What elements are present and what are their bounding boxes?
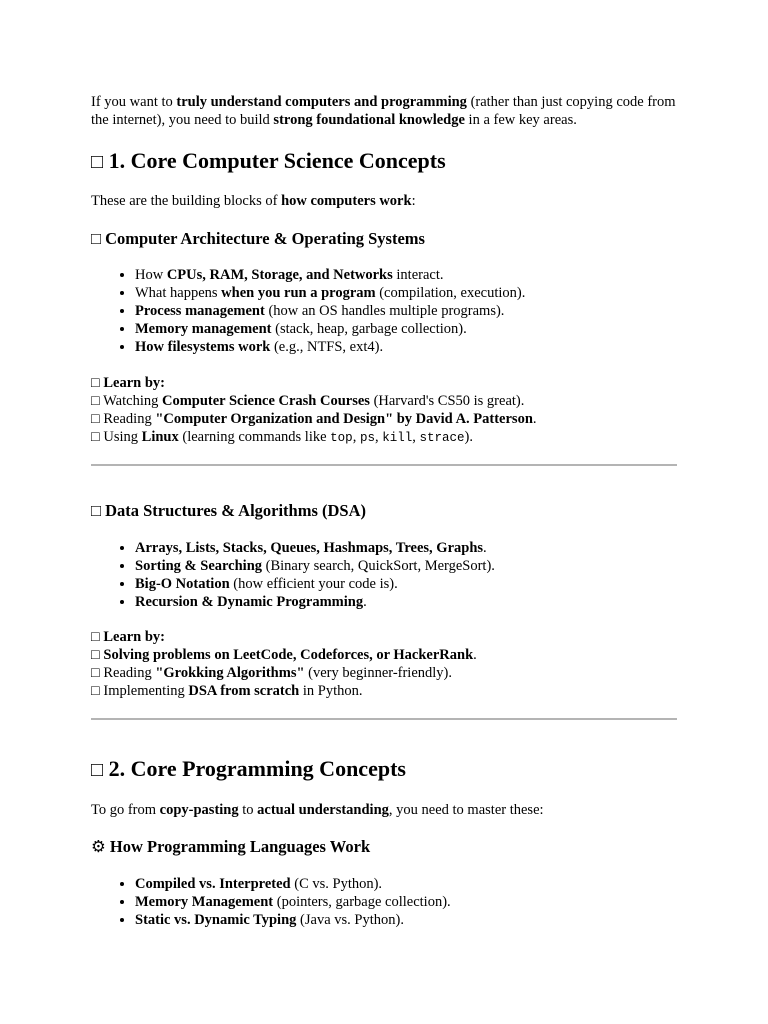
list-item: • What happens when you run a program (compilation, execution). xyxy=(135,284,723,302)
intro-paragraph: If you want to truly understand computers and programming (rather than just copying code from the internet), you need to build strong foundational knowledge in a few key areas. xyxy=(91,94,676,128)
missing-emoji-icon: □ xyxy=(91,683,100,699)
list-item: • How CPUs, RAM, Storage, and Networks interact. xyxy=(135,266,723,284)
learn-item: □ Solving problems on LeetCode, Codeforces, or HackerRank. xyxy=(91,647,477,663)
list-item: • Recursion & Dynamic Programming. xyxy=(135,593,723,611)
list-item: • Static vs. Dynamic Typing (Java vs. Python). xyxy=(135,911,723,929)
divider xyxy=(91,718,677,720)
languages-list xyxy=(91,875,723,929)
list-item: • Arrays, Lists, Stacks, Queues, Hashmaps, Trees, Graphs. xyxy=(135,539,723,557)
gear-icon: ⚙ xyxy=(91,837,106,856)
languages-heading: ⚙ How Programming Languages Work xyxy=(91,837,371,856)
list-item: • Memory management (stack, heap, garbage collection). xyxy=(135,320,723,338)
missing-emoji-icon: □ xyxy=(91,151,104,173)
missing-emoji-icon: □ xyxy=(91,429,100,445)
dsa-learn-by xyxy=(91,628,679,700)
list-item: • Big-O Notation (how efficient your code is). xyxy=(135,575,723,593)
list-item: • Sorting & Searching (Binary search, QuickSort, MergeSort). xyxy=(135,557,723,575)
missing-emoji-icon: □ xyxy=(91,629,100,645)
missing-emoji-icon: □ xyxy=(91,229,101,248)
learn-item: □ Implementing DSA from scratch in Python. xyxy=(91,683,363,699)
architecture-heading: □ Computer Architecture & Operating Systems xyxy=(91,229,425,248)
missing-emoji-icon: □ xyxy=(91,665,100,681)
learn-item: □ Watching Computer Science Crash Courses (Harvard's CS50 is great). xyxy=(91,393,525,409)
learn-by-label: □ Learn by: xyxy=(91,629,166,645)
learn-item: □ Using Linux (learning commands like top, ps, kill, strace). xyxy=(91,429,473,445)
dsa-list xyxy=(91,539,723,611)
learn-by-label: □ Learn by: xyxy=(91,375,166,391)
list-item: • Process management (how an OS handles multiple programs). xyxy=(135,302,723,320)
section-2-lead: To go from copy-pasting to actual understanding, you need to master these: xyxy=(91,802,544,818)
missing-emoji-icon: □ xyxy=(91,647,100,663)
dsa-heading: □ Data Structures & Algorithms (DSA) xyxy=(91,501,367,520)
list-item: • How filesystems work (e.g., NTFS, ext4). xyxy=(135,338,723,356)
architecture-learn-by xyxy=(91,374,679,447)
missing-emoji-icon: □ xyxy=(91,411,100,427)
section-1-lead: These are the building blocks of how computers work: xyxy=(91,193,416,209)
section-2-heading: □ 2. Core Programming Concepts xyxy=(91,756,406,781)
missing-emoji-icon: □ xyxy=(91,501,101,520)
learn-item: □ Reading "Computer Organization and Design" by David A. Patterson. xyxy=(91,411,537,427)
divider xyxy=(91,464,677,466)
section-1-heading: □ 1. Core Computer Science Concepts xyxy=(91,148,446,173)
missing-emoji-icon: □ xyxy=(91,759,104,781)
missing-emoji-icon: □ xyxy=(91,393,100,409)
list-item: • Compiled vs. Interpreted (C vs. Python). xyxy=(135,875,723,893)
list-item: • Memory Management (pointers, garbage collection). xyxy=(135,893,723,911)
architecture-list xyxy=(91,266,723,356)
learn-item: □ Reading "Grokking Algorithms" (very beginner-friendly). xyxy=(91,665,452,681)
missing-emoji-icon: □ xyxy=(91,375,100,391)
